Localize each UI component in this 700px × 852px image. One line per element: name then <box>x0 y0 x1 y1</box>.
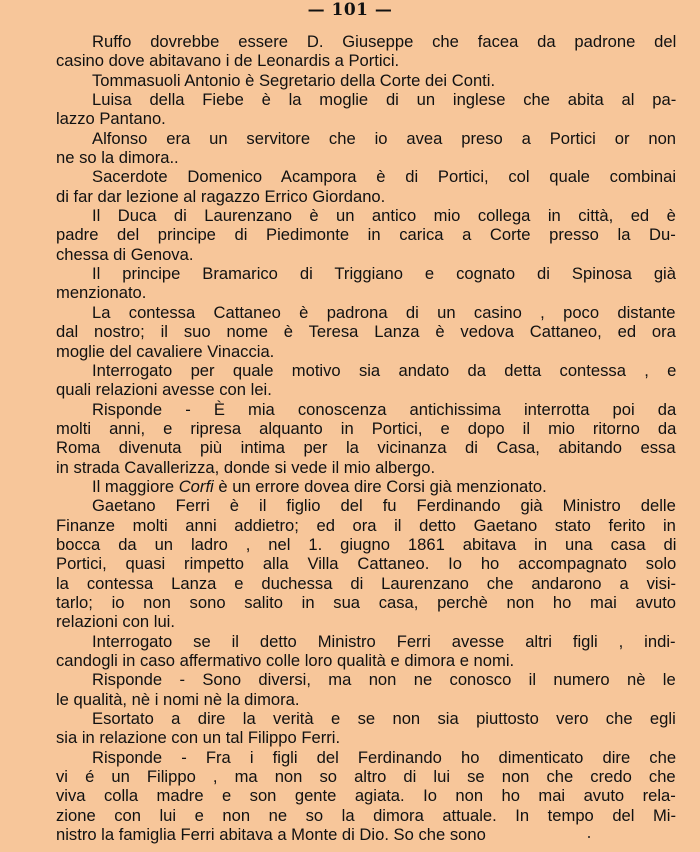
paragraph <box>56 361 676 400</box>
paragraph <box>56 496 676 631</box>
paragraph <box>56 90 676 129</box>
text-line: viva colla madre e son gente agiata. Io non ho mai avuto rela- <box>56 786 676 806</box>
text-line: Risponde - Fra i figli del Ferdinando ho dimenticato dire che <box>92 747 677 767</box>
paragraph <box>56 477 676 496</box>
text-line: Interrogato se il detto Ministro Ferri avesse altri figli , indi- <box>92 631 676 651</box>
text-line: La contessa Cattaneo è padrona di un casino , poco distante <box>92 302 676 322</box>
text-line: zione con lui e non ne so la dimora attuale. In tempo del Mi- <box>56 805 677 825</box>
text-line: Il maggiore Corfi è un errore dovea dire Corsi già menzionato. <box>92 476 547 496</box>
text-line: chessa di Genova. <box>56 244 194 264</box>
text-line: Finanze molti anni addietro; ed ora il detto Gaetano stato ferito in <box>56 515 676 535</box>
paragraph <box>56 167 676 206</box>
text-line: Esortato a dire la verità e se non sia piuttosto vero che egli <box>92 709 676 729</box>
text-line: tarlo; io non sono salito in sua casa, perchè non ho mai avuto <box>56 592 677 612</box>
paragraph <box>56 264 676 303</box>
text-line: le qualità, nè i nomi nè la dimora. <box>56 689 300 709</box>
text-line: sia in relazione con un tal Filippo Ferri. <box>56 728 341 748</box>
text-line: Gaetano Ferri è il figlio del fu Ferdinando già Ministro delle <box>92 496 676 516</box>
text-line: Interrogato per quale motivo sia andato da detta contessa , e <box>92 360 677 380</box>
text-line: relazioni con lui. <box>56 612 175 632</box>
text-line: bocca da un ladro , nel 1. giugno 1861 abitava in una casa di <box>56 534 677 554</box>
text-line: Roma divenuta più intima per la vicinanza di Casa, abitando essa <box>56 438 676 458</box>
paragraph <box>56 400 676 477</box>
paragraph <box>56 71 676 90</box>
text-line: moglie del cavaliere Vinaccia. <box>56 341 275 361</box>
text-line: Risponde - È mia conoscenza antichissima interrotta poi da <box>92 399 677 419</box>
paragraph <box>56 303 676 361</box>
text-line: quali relazioni avesse con lei. <box>56 380 272 400</box>
paragraph <box>56 670 676 709</box>
text-line: menzionato. <box>56 283 147 303</box>
text-line: di far dar lezione al ragazzo Errico Giordano. <box>56 186 386 206</box>
text-line: Il principe Bramarico di Triggiano e cognato di Spinosa già <box>92 264 676 284</box>
paragraph <box>56 129 676 168</box>
text-line: casino dove abitavano i de Leonardis a Portici. <box>56 51 400 71</box>
text-line: Tommasuoli Antonio è Segretario della Corte dei Conti. <box>92 70 496 90</box>
paragraph <box>56 32 676 71</box>
text-line: ne so la dimora.. <box>56 148 179 168</box>
text-line: vi é un Filippo , ma non so altro di lui se non che credo che <box>56 767 676 787</box>
text-line: Portici, quasi rimpetto alla Villa Cattaneo. Io ho accompagnato solo <box>56 554 677 574</box>
text-line: nistro la famiglia Ferri abitava a Monte di Dio. So che sono <box>56 825 486 845</box>
ink-speck <box>588 836 590 838</box>
text-line: Risponde - Sono diversi, ma non ne conosco il numero nè le <box>92 670 676 690</box>
paragraph <box>56 709 676 748</box>
text-line: Sacerdote Domenico Acampora è di Portici, col quale combinai <box>92 167 677 187</box>
text-line: lazzo Pantano. <box>56 109 166 129</box>
page-number: — 101 — <box>307 0 393 20</box>
text-line: la contessa Lanza e duchessa di Laurenzano che andarono a visi- <box>56 573 677 593</box>
text-line: Luisa della Fiebe è la moglie di un inglese che abita al pa- <box>92 90 677 110</box>
text-body <box>56 32 676 844</box>
text-line: padre del principe di Piedimonte in carica a Corte presso la Du- <box>56 225 676 245</box>
paragraph <box>56 748 676 845</box>
text-line: molti anni, e ripresa alquanto in Portici, e dopo il mio ritorno da <box>56 418 677 438</box>
text-line: Alfonso era un servitore che io avea preso a Portici or non <box>92 128 677 148</box>
text-line: Ruffo dovrebbe essere D. Giuseppe che facea da padrone del <box>92 32 677 51</box>
paragraph <box>56 632 676 671</box>
paragraph <box>56 206 676 264</box>
text-line: candogli in caso affermativo colle loro qualità e dimora e nomi. <box>56 651 515 670</box>
text-line: dal nostro; il suo nome è Teresa Lanza è vedova Cattaneo, ed ora <box>56 322 676 342</box>
text-line: in strada Cavallerizza, donde si vede il mio albergo. <box>56 457 436 477</box>
text-line: Il Duca di Laurenzano è un antico mio collega in città, ed è <box>92 206 676 226</box>
